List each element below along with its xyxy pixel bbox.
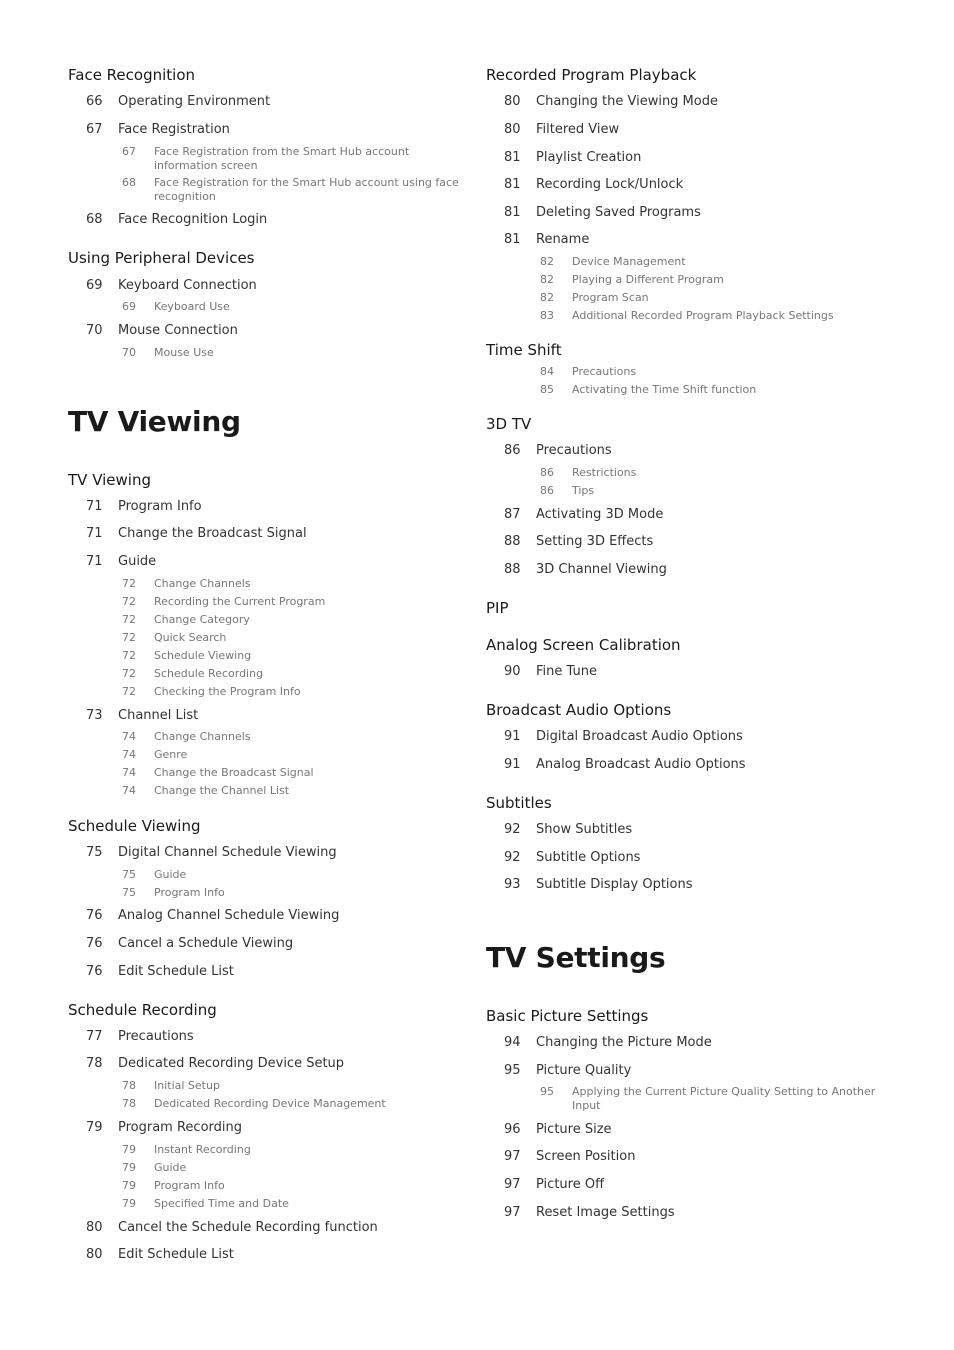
entry-title: Precautions [572,365,637,378]
page-number: 69 [122,300,136,313]
entry-title: Playing a Different Program [572,273,724,286]
toc-entry[interactable] [68,278,468,294]
toc-subentry[interactable] [68,1161,468,1177]
page-number: 82 [540,255,554,268]
entry-title: Picture Size [536,1122,612,1137]
entry-title: Guide [118,554,157,569]
page-number: 75 [86,845,103,860]
entry-title: Digital Channel Schedule Viewing [118,845,337,860]
toc-entry[interactable] [486,877,896,893]
page-number: 72 [122,613,136,626]
entry-title: Edit Schedule List [118,1247,234,1262]
entry-title: Program Info [118,499,202,514]
entry-title: Analog Channel Schedule Viewing [118,908,340,923]
toc-entry[interactable] [486,150,896,166]
toc-entry[interactable] [486,94,896,110]
entry-title: Face Registration for the Smart Hub account using face recognition [154,176,459,203]
page-number: 92 [504,850,521,865]
toc-entry[interactable] [486,729,896,745]
page-number: 71 [86,526,103,541]
entry-title: Filtered View [536,122,620,137]
toc-subentry[interactable] [486,1085,896,1112]
page-number: 74 [122,766,136,779]
toc-entry[interactable] [68,845,468,861]
toc-subentry[interactable] [68,649,468,665]
section-heading[interactable]: Analog Screen Calibration [486,636,681,654]
page-number: 68 [86,212,103,227]
entry-title: Edit Schedule List [118,964,234,979]
toc-entry[interactable] [68,708,468,724]
page-number: 71 [86,499,103,514]
toc-entry[interactable] [68,499,468,515]
toc-subentry[interactable] [68,577,468,593]
toc-subentry[interactable] [68,667,468,683]
entry-title: Activating 3D Mode [536,507,664,522]
page-number: 76 [86,964,103,979]
page-number: 79 [122,1161,136,1174]
entry-title: Digital Broadcast Audio Options [536,729,743,744]
entry-title: Activating the Time Shift function [572,383,757,396]
toc-entry[interactable] [68,212,468,228]
entry-title: Subtitle Display Options [536,877,693,892]
page-number: 82 [540,273,554,286]
page-number: 70 [86,323,103,338]
entry-title: Recording Lock/Unlock [536,177,684,192]
entry-title: Schedule Recording [154,667,264,680]
toc-subentry[interactable] [68,766,468,782]
toc-subentry[interactable] [68,346,468,362]
page-number: 72 [122,667,136,680]
entry-title: Specified Time and Date [154,1197,289,1210]
page-number: 74 [122,784,136,797]
page-number: 66 [86,94,103,109]
toc-subentry[interactable] [486,255,896,271]
entry-title: Change the Channel List [154,784,290,797]
page-number: 70 [122,346,136,359]
toc-entry[interactable] [486,232,896,248]
page-number: 87 [504,507,521,522]
entry-title: Keyboard Use [154,300,230,313]
entry-title: Channel List [118,708,199,723]
page-number: 79 [86,1120,103,1135]
toc-entry[interactable] [68,526,468,542]
page-number: 75 [122,868,136,881]
entry-title: Additional Recorded Program Playback Settings [572,309,834,322]
toc-subentry[interactable] [486,291,896,307]
toc-subentry[interactable] [68,1143,468,1159]
toc-entry[interactable] [486,1149,896,1165]
page-number: 76 [86,936,103,951]
toc-entry[interactable] [486,664,896,680]
page-number: 76 [86,908,103,923]
entry-title: Genre [154,748,188,761]
toc-subentry[interactable] [68,595,468,611]
toc-subentry[interactable] [68,685,468,701]
toc-subentry[interactable] [68,730,468,746]
page-number: 67 [122,145,136,158]
toc-entry[interactable] [68,1056,468,1072]
entry-title: Mouse Connection [118,323,238,338]
entry-title: Picture Off [536,1177,605,1192]
toc-entry[interactable] [486,1205,896,1221]
page-number: 95 [504,1063,521,1078]
toc-subentry[interactable] [486,273,896,289]
entry-title: Change the Broadcast Signal [154,766,314,779]
entry-title: Changing the Viewing Mode [536,94,718,109]
page-number: 79 [122,1179,136,1192]
page-number: 90 [504,664,521,679]
toc-entry[interactable] [486,443,896,459]
toc-entry[interactable] [486,1122,896,1138]
page-number: 85 [540,383,554,396]
page-number: 88 [504,534,521,549]
page-number: 72 [122,649,136,662]
page-number: 91 [504,757,521,772]
entry-title: Program Info [154,1179,225,1192]
entry-title: Mouse Use [154,346,214,359]
section-heading[interactable]: Broadcast Audio Options [486,701,672,719]
entry-title: Program Scan [572,291,649,304]
page-number: 72 [122,577,136,590]
entry-title: Cancel a Schedule Viewing [118,936,294,951]
page-number: 74 [122,748,136,761]
toc-entry[interactable] [486,562,896,578]
section-heading[interactable]: TV Viewing [68,471,151,489]
page-number: 80 [86,1220,103,1235]
page-number: 86 [540,466,554,479]
page-number: 69 [86,278,103,293]
toc-entry[interactable] [486,534,896,550]
section-heading[interactable]: Using Peripheral Devices [68,249,255,267]
entry-title: Program Info [154,886,225,899]
page-number: 96 [504,1122,521,1137]
entry-title: Picture Quality [536,1063,632,1078]
entry-title: Applying the Current Picture Quality Setting to Another Input [572,1085,876,1112]
page-number: 74 [122,730,136,743]
page-number: 83 [540,309,554,322]
toc-subentry[interactable] [486,383,896,399]
page-number: 94 [504,1035,521,1050]
section-heading[interactable]: Face Recognition [68,66,196,84]
entry-title: 3D Channel Viewing [536,562,667,577]
page-number: 68 [122,176,136,189]
toc-entry[interactable] [68,936,468,952]
page-number: 78 [122,1097,136,1110]
entry-title: Recording the Current Program [154,595,326,608]
toc-subentry[interactable] [68,1079,468,1095]
entry-title: Subtitle Options [536,850,641,865]
toc-entry[interactable] [68,554,468,570]
toc-subentry[interactable] [68,1097,468,1113]
toc-entry[interactable] [486,1035,896,1051]
toc-subentry[interactable] [486,484,896,500]
page-number: 91 [504,729,521,744]
toc-entry[interactable] [486,757,896,773]
page-number: 78 [122,1079,136,1092]
section-heading[interactable]: Basic Picture Settings [486,1007,649,1025]
page-number: 84 [540,365,554,378]
page-number: 80 [504,122,521,137]
page-number: 86 [504,443,521,458]
page-number: 79 [122,1143,136,1156]
page-number: 71 [86,554,103,569]
page-number: 67 [86,122,103,137]
toc-entry[interactable] [68,323,468,339]
entry-title: Face Recognition Login [118,212,268,227]
toc-entry[interactable] [486,822,896,838]
entry-title: Change Channels [154,577,251,590]
toc-entry[interactable] [68,94,468,110]
section-heading[interactable]: Schedule Viewing [68,817,201,835]
toc-subentry[interactable] [68,748,468,764]
page-number: 72 [122,685,136,698]
section-heading[interactable]: PIP [486,599,509,617]
entry-title: Dedicated Recording Device Management [154,1097,386,1110]
toc-subentry[interactable] [486,466,896,482]
page-number: 86 [540,484,554,497]
toc-subentry[interactable] [68,631,468,647]
page-number: 81 [504,150,521,165]
toc-entry[interactable] [68,122,468,138]
toc-subentry[interactable] [68,145,468,172]
entry-title: Playlist Creation [536,150,642,165]
chapter-heading[interactable]: TV Viewing [68,405,241,438]
toc-entry[interactable] [486,205,896,221]
toc-entry[interactable] [486,122,896,138]
toc-subentry[interactable] [68,1197,468,1213]
entry-title: Analog Broadcast Audio Options [536,757,746,772]
toc-entry[interactable] [68,908,468,924]
toc-subentry[interactable] [68,886,468,902]
toc-entry[interactable] [68,1029,468,1045]
toc-entry[interactable] [68,1220,468,1236]
entry-title: Precautions [536,443,612,458]
page-number: 97 [504,1177,521,1192]
page-number: 72 [122,595,136,608]
entry-title: Deleting Saved Programs [536,205,701,220]
toc-entry[interactable] [486,850,896,866]
entry-title: Initial Setup [154,1079,220,1092]
page-number: 97 [504,1149,521,1164]
toc-subentry[interactable] [486,309,896,325]
page-number: 79 [122,1197,136,1210]
entry-title: Rename [536,232,590,247]
toc-entry[interactable] [486,1063,896,1079]
page-number: 80 [86,1247,103,1262]
toc-entry[interactable] [68,1247,468,1263]
entry-title: Checking the Program Info [154,685,301,698]
entry-title: Program Recording [118,1120,243,1135]
entry-title: Device Management [572,255,686,268]
page-number: 97 [504,1205,521,1220]
section-heading[interactable]: Recorded Program Playback [486,66,697,84]
entry-title: Face Registration from the Smart Hub account information screen [154,145,410,172]
toc-subentry[interactable] [68,300,468,316]
entry-title: Show Subtitles [536,822,633,837]
page-number: 80 [504,94,521,109]
section-heading[interactable]: Subtitles [486,794,552,812]
entry-title: Dedicated Recording Device Setup [118,1056,345,1071]
chapter-heading[interactable]: TV Settings [486,941,666,974]
section-heading[interactable]: 3D TV [486,415,532,433]
entry-title: Keyboard Connection [118,278,257,293]
page-number: 81 [504,205,521,220]
entry-title: Schedule Viewing [154,649,252,662]
entry-title: Fine Tune [536,664,597,679]
page-number: 93 [504,877,521,892]
entry-title: Reset Image Settings [536,1205,675,1220]
entry-title: Guide [154,1161,187,1174]
entry-title: Change Channels [154,730,251,743]
entry-title: Restrictions [572,466,637,479]
section-heading[interactable]: Schedule Recording [68,1001,217,1019]
toc-entry[interactable] [486,507,896,523]
page-number: 92 [504,822,521,837]
entry-title: Screen Position [536,1149,636,1164]
entry-title: Changing the Picture Mode [536,1035,712,1050]
page-number: 73 [86,708,103,723]
entry-title: Tips [572,484,595,497]
entry-title: Change Category [154,613,250,626]
page-number: 95 [540,1085,554,1098]
entry-title: Operating Environment [118,94,271,109]
page-number: 77 [86,1029,103,1044]
entry-title: Face Registration [118,122,230,137]
page-number: 82 [540,291,554,304]
entry-title: Change the Broadcast Signal [118,526,307,541]
entry-title: Precautions [118,1029,194,1044]
toc-subentry[interactable] [486,365,896,381]
entry-title: Quick Search [154,631,227,644]
page-number: 72 [122,631,136,644]
toc-subentry[interactable] [68,1179,468,1195]
toc-entry[interactable] [486,1177,896,1193]
toc-subentry[interactable] [68,784,468,800]
page-number: 81 [504,177,521,192]
entry-title: Cancel the Schedule Recording function [118,1220,378,1235]
entry-title: Instant Recording [154,1143,251,1156]
page-number: 75 [122,886,136,899]
toc-subentry[interactable] [68,868,468,884]
toc-subentry[interactable] [68,176,468,203]
page-number: 78 [86,1056,103,1071]
entry-title: Guide [154,868,187,881]
page-number: 88 [504,562,521,577]
toc-entry[interactable] [486,177,896,193]
entry-title: Setting 3D Effects [536,534,654,549]
toc-entry[interactable] [68,964,468,980]
page-number: 81 [504,232,521,247]
section-heading[interactable]: Time Shift [486,341,562,359]
toc-entry[interactable] [68,1120,468,1136]
toc-subentry[interactable] [68,613,468,629]
